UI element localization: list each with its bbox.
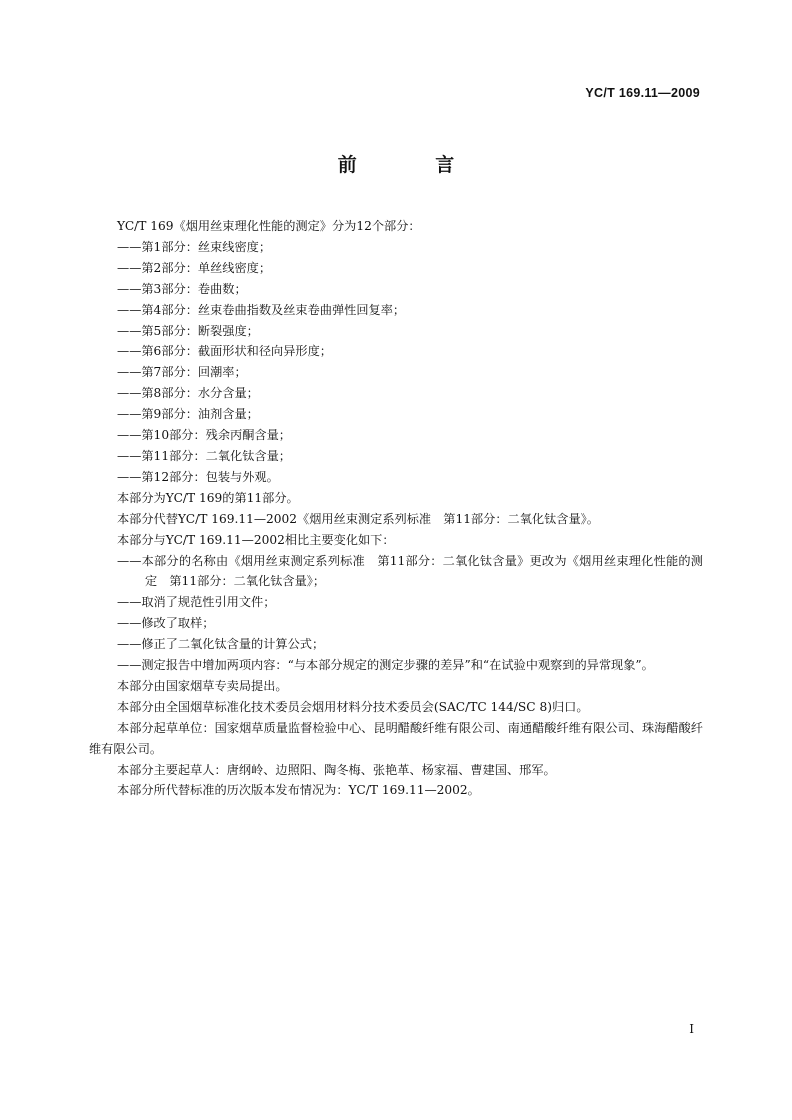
page-title: 前 言 (337, 154, 491, 176)
page-number: I (689, 1022, 694, 1036)
part-list-item: ——第12部分：包装与外观。 (117, 469, 279, 484)
centralized-by-statement: 本部分由全国烟草标准化技术委员会烟用材料分技术委员会(SAC/TC 144/SC 8)归口。 (117, 699, 589, 714)
part-list-item: ——第11部分：二氧化钛含量； (117, 448, 291, 463)
replaces-statement: 本部分代替YC/T 169.11—2002《烟用丝束测定系列标准 第11部分：二氧化钛含量》。 (117, 511, 599, 526)
intro-paragraph: YC/T 169《烟用丝束理化性能的测定》分为12个部分： (117, 219, 421, 233)
part-list-item: ——第2部分：单丝线密度； (117, 260, 272, 275)
drafting-units-statement: 本部分起草单位：国家烟草质量监督检验中心、昆明醋酸纤维有限公司、南通醋酸纤维有限公司、珠海醋酸纤维有限公司。 (89, 720, 703, 756)
change-list-item: ——取消了规范性引用文件； (117, 595, 276, 610)
part-list-item: ——第1部分：丝束线密度； (117, 239, 272, 254)
part-list-item: ——第10部分：残余丙酮含量； (117, 428, 291, 443)
change-list-item: ——修改了取样； (117, 616, 215, 631)
history-statement: 本部分所代替标准的历次版本发布情况为：YC/T 169.11—2002。 (117, 783, 480, 798)
change-list-item: ——本部分的名称由《烟用丝束测定系列标准 第11部分：二氧化钛含量》更改为《烟用丝束理化性能的测定 第11部分：二氧化钛含量》； (117, 553, 703, 589)
part-list-item: ——第7部分：回潮率； (117, 365, 247, 380)
part-list-item: ——第6部分：截面形状和径向异形度； (117, 344, 332, 359)
foreword-body (89, 216, 703, 801)
this-part-statement: 本部分为YC/T 169的第11部分。 (117, 490, 299, 505)
part-list-item: ——第3部分：卷曲数； (117, 281, 247, 296)
change-list-item: ——修正了二氧化钛含量的计算公式； (117, 637, 325, 652)
part-list-item: ——第5部分：断裂强度； (117, 323, 259, 338)
part-list-item: ——第4部分：丝束卷曲指数及丝束卷曲弹性回复率； (117, 302, 406, 317)
part-list-item: ——第9部分：油剂含量； (117, 407, 259, 422)
changes-intro: 本部分与YC/T 169.11—2002相比主要变化如下： (117, 532, 395, 547)
standard-code: YC/T 169.11—2009 (585, 86, 700, 100)
proposed-by-statement: 本部分由国家烟草专卖局提出。 (117, 678, 288, 693)
part-list-item: ——第8部分：水分含量； (117, 386, 259, 401)
change-list-item: ——测定报告中增加两项内容：“与本部分规定的测定步骤的差异”和“在试验中观察到的异常现象”。 (117, 658, 654, 673)
drafters-statement: 本部分主要起草人：唐纲岭、边照阳、陶冬梅、张艳革、杨家福、曹建国、邢军。 (117, 762, 556, 777)
